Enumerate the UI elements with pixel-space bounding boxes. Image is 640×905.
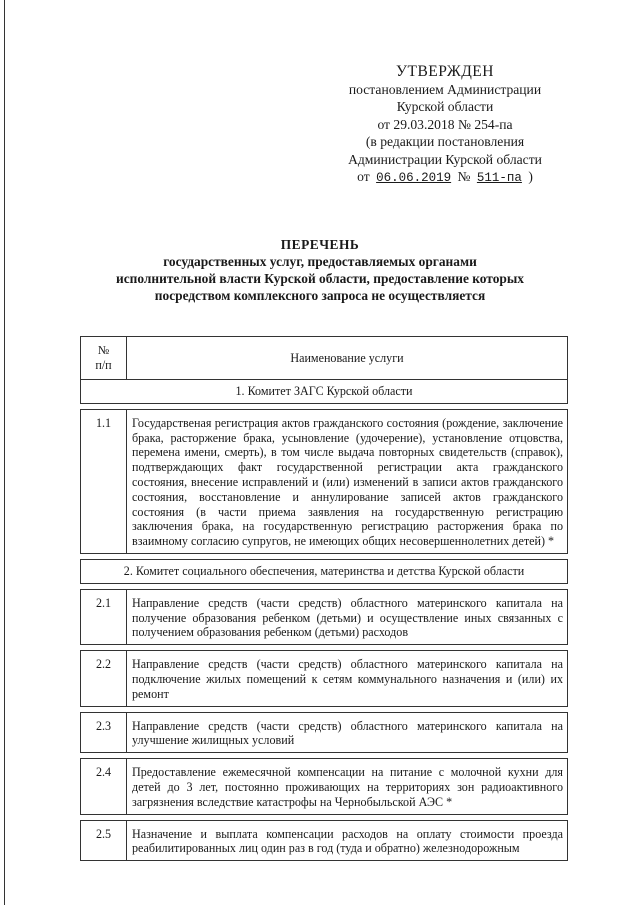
row-number: 2.4: [81, 759, 127, 814]
header-num-line: №: [97, 343, 110, 358]
row-number: 2.1: [81, 589, 127, 644]
approval-line: (в редакции постановления: [365, 134, 525, 149]
table-row: [81, 712, 568, 753]
section-title: 2. Комитет социального обеспечения, материнства и детства Курской области: [81, 559, 568, 583]
title-line: государственных услуг, предоставляемых органами: [163, 254, 477, 269]
table-header-row: [81, 337, 568, 380]
approval-stamp: [320, 63, 570, 188]
approval-revision-line: [320, 168, 570, 188]
row-text: Направление средств (части средств) областного материнского капитала на получение образования ребенком (детьми) и осуществление иных связанных с получением образования ребенком (детьми) расходов: [127, 589, 568, 644]
row-number: 1.1: [81, 409, 127, 553]
section-row: [81, 559, 568, 583]
document-title: [60, 236, 580, 304]
row-text: Назначение и выплата компенсации расходов на оплату стоимости проезда реабилитированных лиц один раз в год (туда и обратно) железнодорожным: [127, 820, 568, 861]
header-name-cell: Наименование услуги: [127, 337, 568, 380]
revision-number: 511-па: [476, 171, 522, 185]
table-row: [81, 589, 568, 644]
section-row: [81, 380, 568, 404]
approval-line: Курской области: [396, 99, 494, 114]
title-main: ПЕРЕЧЕНЬ: [280, 237, 360, 252]
table-row: [81, 651, 568, 706]
title-line: исполнительной власти Курской области, предоставление которых: [116, 271, 524, 286]
row-text: Государственая регистрация актов гражданского состояния (рождение, заключение брака, расторжение брака, усыновление (удочерение), установление отцовства, перемена имени, смерть), в том числе выдача повторных свидетельств (справок), подтверждающих факт государственной регистрации акта гражданского состояния, внесение исправлений и (или) изменений в записи актов гражданского состояния, восстановление и аннулирование записей актов гражданского состояния (в части приема заявления на государственную регистрацию заключения брака, на государственную регистрацию расторжения брака по взаимному согласию супругов, не имеющих общих несовершеннолетних детей) *: [127, 409, 568, 553]
header-num-line: п/п: [95, 358, 112, 372]
row-number: 2.2: [81, 651, 127, 706]
table-row: [81, 759, 568, 814]
row-number: 2.3: [81, 712, 127, 753]
header-num-cell: [81, 337, 127, 380]
from-label: от: [357, 169, 370, 184]
closing-paren: ): [528, 169, 533, 184]
title-line: посредством комплексного запроса не осуществляется: [154, 288, 486, 303]
scan-edge-line: [4, 0, 5, 905]
approval-heading: УТВЕРЖДЕН: [396, 63, 494, 80]
approval-line: от 29.03.2018 № 254-па: [377, 116, 513, 132]
row-text: Предоставление ежемесячной компенсации на питание с молочной кухни для детей до 3 лет, постоянно проживающих на территориях зон радиоактивного загрязнения вследствие катастрофы на Чернобыльской АЭС *: [127, 759, 568, 814]
number-label: №: [457, 169, 471, 184]
row-text: Направление средств (части средств) областного материнского капитала на подключение жилых помещений к сетям коммунального назначения и (или) их ремонт: [127, 651, 568, 706]
services-table: [80, 336, 568, 861]
row-number: 2.5: [81, 820, 127, 861]
revision-date: 06.06.2019: [376, 171, 452, 185]
row-text: Направление средств (части средств) областного материнского капитала на улучшение жилищных условий: [127, 712, 568, 753]
table-row: [81, 820, 568, 861]
section-title: 1. Комитет ЗАГС Курской области: [81, 380, 568, 404]
approval-line: постановлением Администрации: [348, 81, 542, 97]
approval-line: Администрации Курской области: [348, 151, 542, 167]
table-row: [81, 409, 568, 553]
